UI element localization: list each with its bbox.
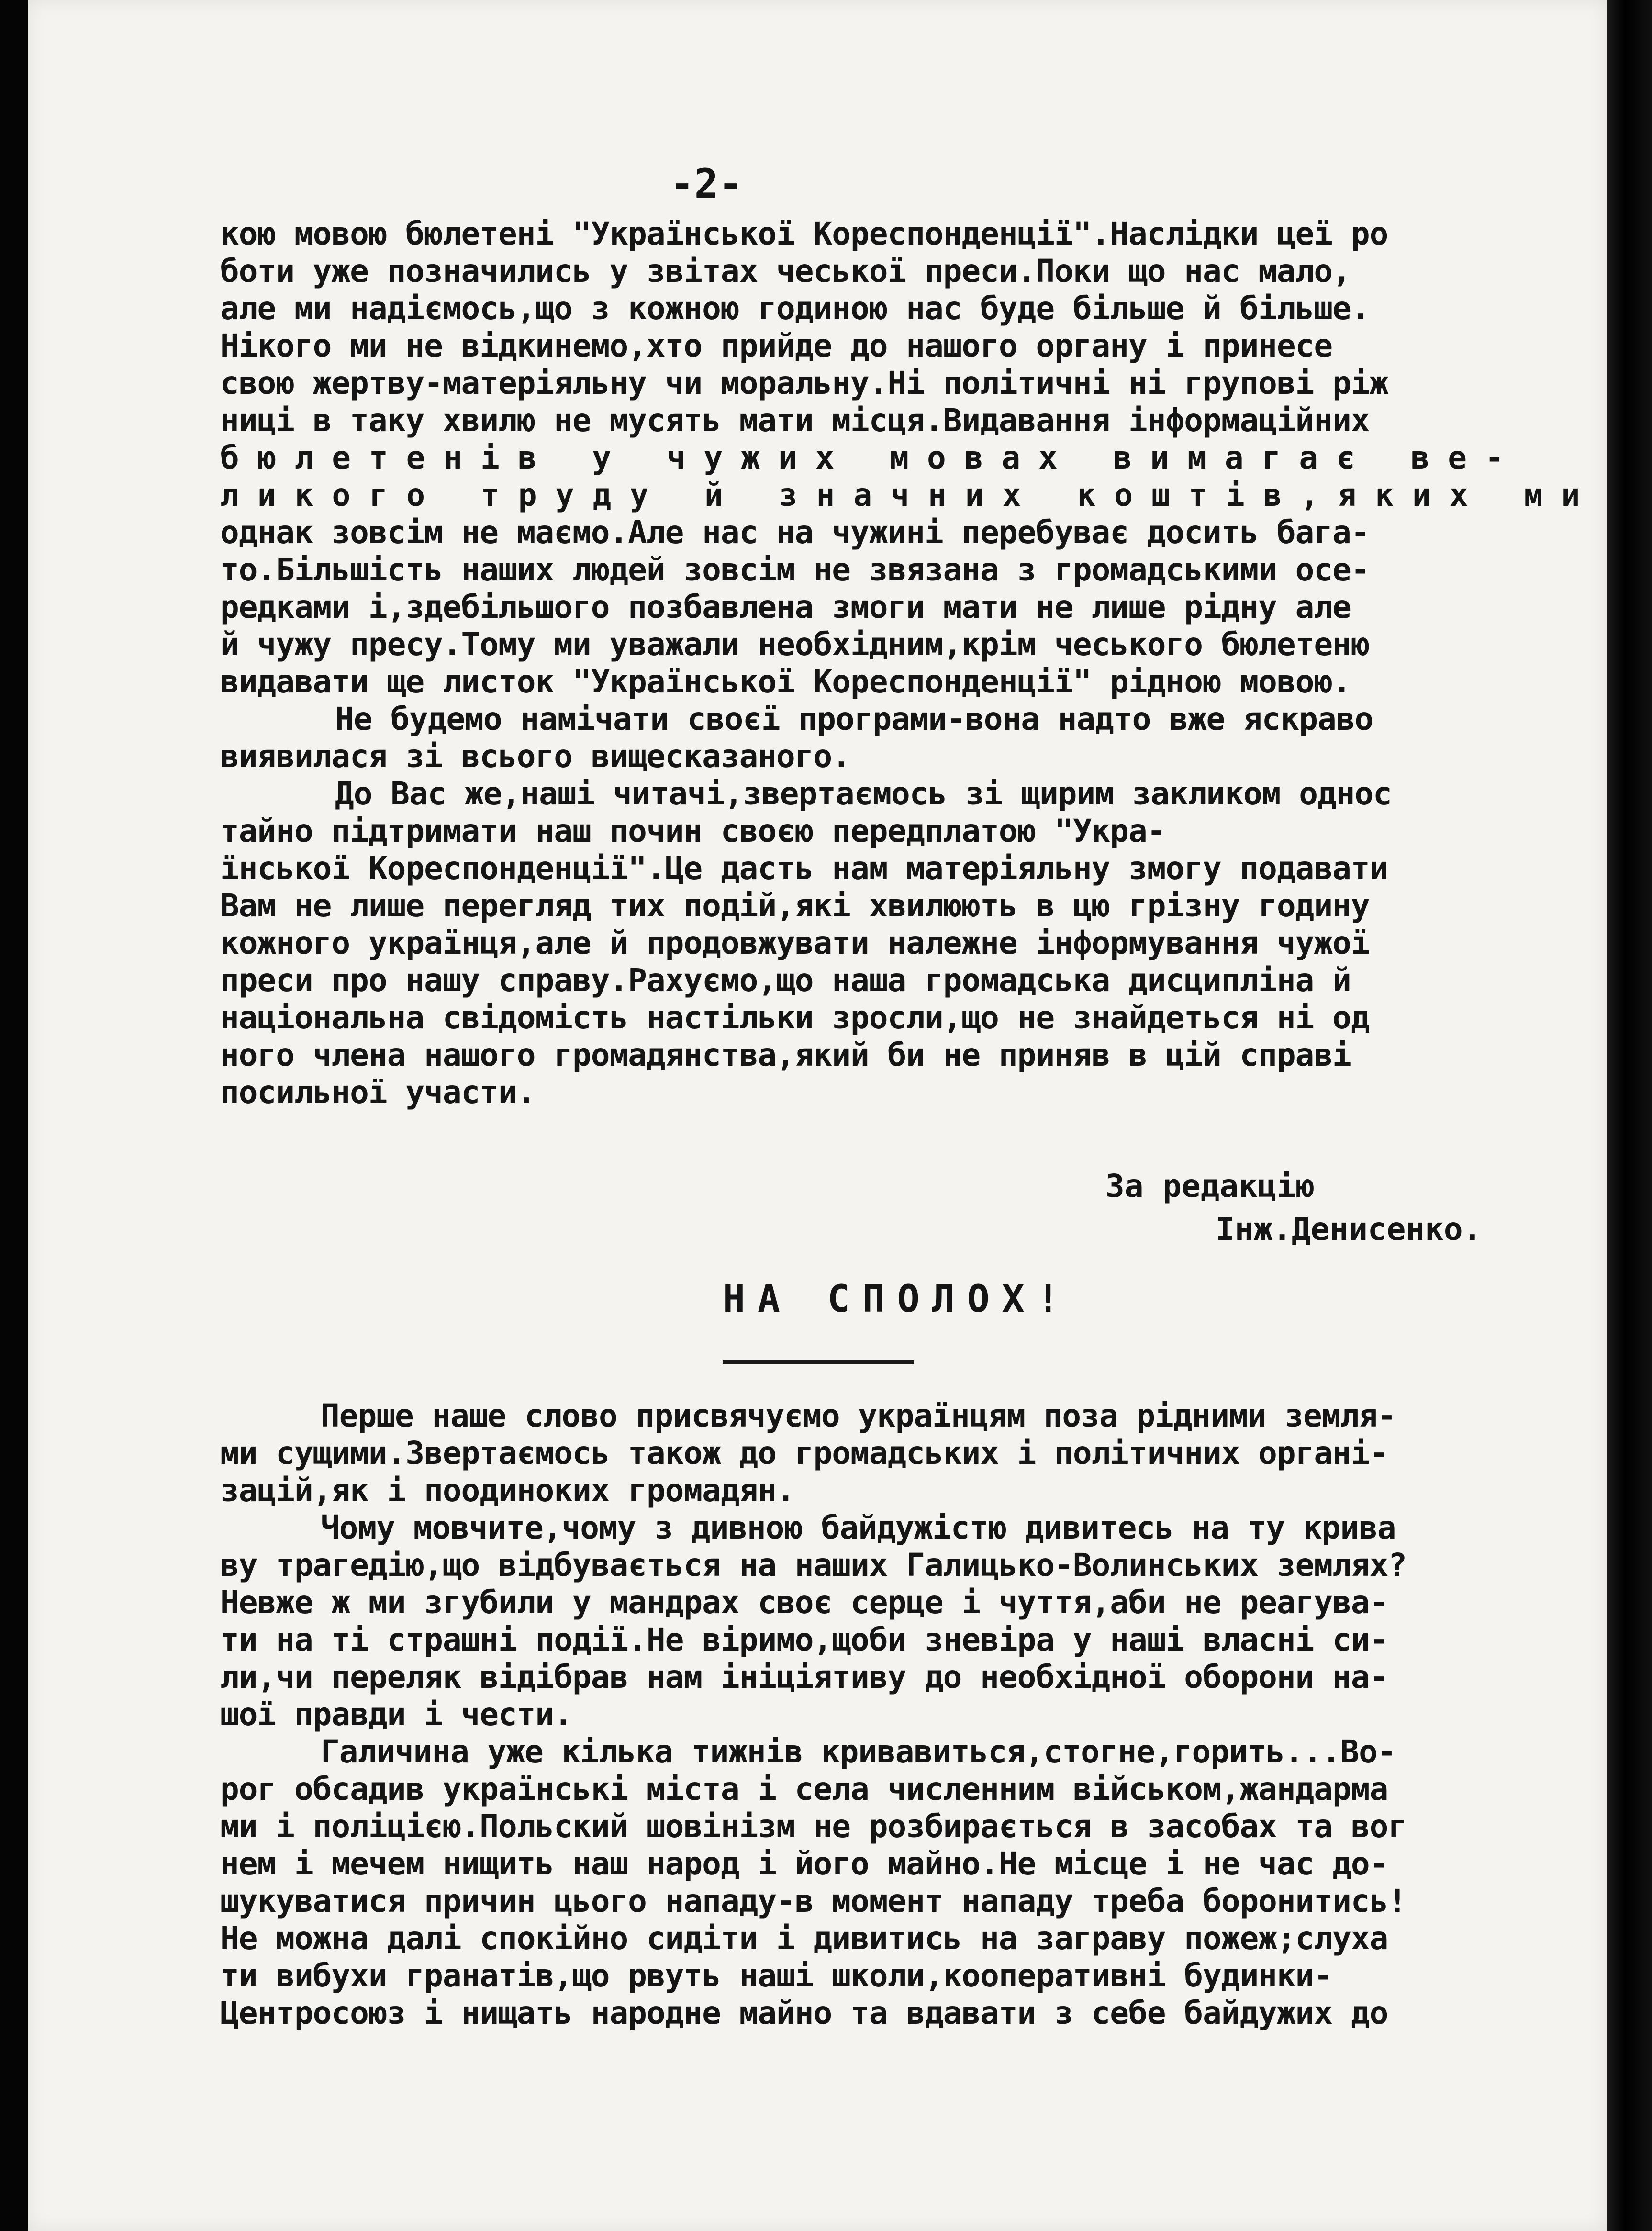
- text-line: однак зовсім не маємо.Але нас на чужині перебуває досить бага-: [220, 514, 1370, 551]
- text-line: кожного українця,але й продовжувати належне інформування чужої: [220, 925, 1370, 961]
- article-heading: НА СПОЛОХ!: [723, 1278, 1072, 1321]
- text-line: зацій,як і поодиноких громадян.: [220, 1472, 795, 1509]
- text-line: національна свідомість настільки зросли,що не знайдеться ні од: [220, 999, 1370, 1036]
- signature-editorial: За редакцію: [1105, 1168, 1315, 1205]
- text-line: то.Більшість наших людей зовсім не звязана з громадськими осе-: [220, 551, 1370, 588]
- text-line: але ми надіємось,що з кожною годиною нас буде більше й більше.: [220, 290, 1370, 327]
- text-line: видавати ще листок "Української Кореспонденції" рідною мовою.: [220, 663, 1351, 700]
- text-line: До Вас же,наші читачі,звертаємось зі щирим закликом однос: [335, 775, 1392, 812]
- page-number: -2-: [670, 160, 743, 207]
- text-line: Невже ж ми згубили у мандрах своє серце і чуття,аби не реагува-: [220, 1584, 1388, 1621]
- text-line: бюлетенів у чужих мовах вимагає ве-: [220, 439, 1522, 476]
- text-line: ниці в таку хвилю не мусять мати місця.Видавання інформаційних: [220, 402, 1370, 439]
- text-line: посильної участи.: [220, 1074, 536, 1111]
- text-line: Галичина уже кілька тижнів кривавиться,стогне,горить...Во-: [321, 1733, 1396, 1770]
- text-line: виявилася зі всього вищесказаного.: [220, 738, 851, 775]
- text-line: шукуватися причин цього нападу-в момент нападу треба боронитись!: [220, 1883, 1407, 1919]
- text-line: їнської Кореспонденції".Це дасть нам матеріяльну змогу подавати: [220, 850, 1388, 887]
- text-line: ти на ті страшні події.Не віримо,щоби зневіра у наші власні си-: [220, 1621, 1388, 1658]
- text-line: ного члена нашого громадянства,який би не приняв в цій справі: [220, 1037, 1351, 1073]
- text-line: тайно підтримати наш почин своєю передплатою "Укра-: [220, 813, 1166, 849]
- text-line: ми і поліцією.Польский шовінізм не розбирається в засобах та вог: [220, 1808, 1407, 1845]
- signature-name: Інж.Денисенко.: [1216, 1211, 1482, 1248]
- text-line: шої правди і чести.: [220, 1696, 572, 1733]
- text-line: й чужу пресу.Тому ми уважали необхідним,крім чеського бюлетеню: [220, 626, 1370, 663]
- scan-edge: [1607, 0, 1652, 2231]
- text-line: Нікого ми не відкинемо,хто прийде до нашого органу і принесе: [220, 327, 1333, 364]
- text-line: ми сущими.Звертаємось також до громадських і політичних органі-: [220, 1435, 1388, 1472]
- heading-underline: [723, 1360, 914, 1364]
- text-line: ву трагедію,що відбувається на наших Галицько-Волинських землях?: [220, 1547, 1407, 1584]
- text-line: свою жертву-матеріяльну чи моральну.Ні політичні ні групові ріж: [220, 365, 1388, 402]
- text-line: ти вибухи гранатів,що рвуть наші школи,кооперативні будинки-: [220, 1957, 1333, 1994]
- text-line: редками і,здебільшого позбавлена змоги мати не лише рідну але: [220, 589, 1351, 625]
- text-line: Центросоюз і нищать народне майно та вдавати з себе байдужих до: [220, 1995, 1388, 2031]
- text-line: Вам не лише перегляд тих подій,які хвилюють в цю грізну годину: [220, 887, 1370, 924]
- text-line: преси про нашу справу.Рахуємо,що наша громадська дисципліна й: [220, 962, 1351, 999]
- text-line: рог обсадив українські міста і села численним військом,жандарма: [220, 1771, 1388, 1807]
- text-line: Перше наше слово присвячуємо українцям поза рідними земля-: [321, 1397, 1396, 1434]
- text-line: боти уже позначились у звітах чеської преси.Поки що нас мало,: [220, 253, 1351, 290]
- text-line: ли,чи переляк відібрав нам ініціятиву до необхідної оборони на-: [220, 1659, 1388, 1696]
- text-line: ликого труду й значних коштів,яких ми: [220, 477, 1599, 513]
- text-line: кою мовою бюлетені "Української Кореспонденції".Наслідки цеї ро: [220, 215, 1388, 252]
- text-line: Не можна далі спокійно сидіти і дивитись на заграву пожеж;слуха: [220, 1920, 1388, 1957]
- text-line: Чому мовчите,чому з дивною байдужістю дивитесь на ту крива: [321, 1509, 1396, 1546]
- text-line: Не будемо намічати своєї програми-вона надто вже яскраво: [335, 701, 1373, 737]
- text-line: нем і мечем нищить наш народ і його майно.Не місце і не час до-: [220, 1845, 1388, 1882]
